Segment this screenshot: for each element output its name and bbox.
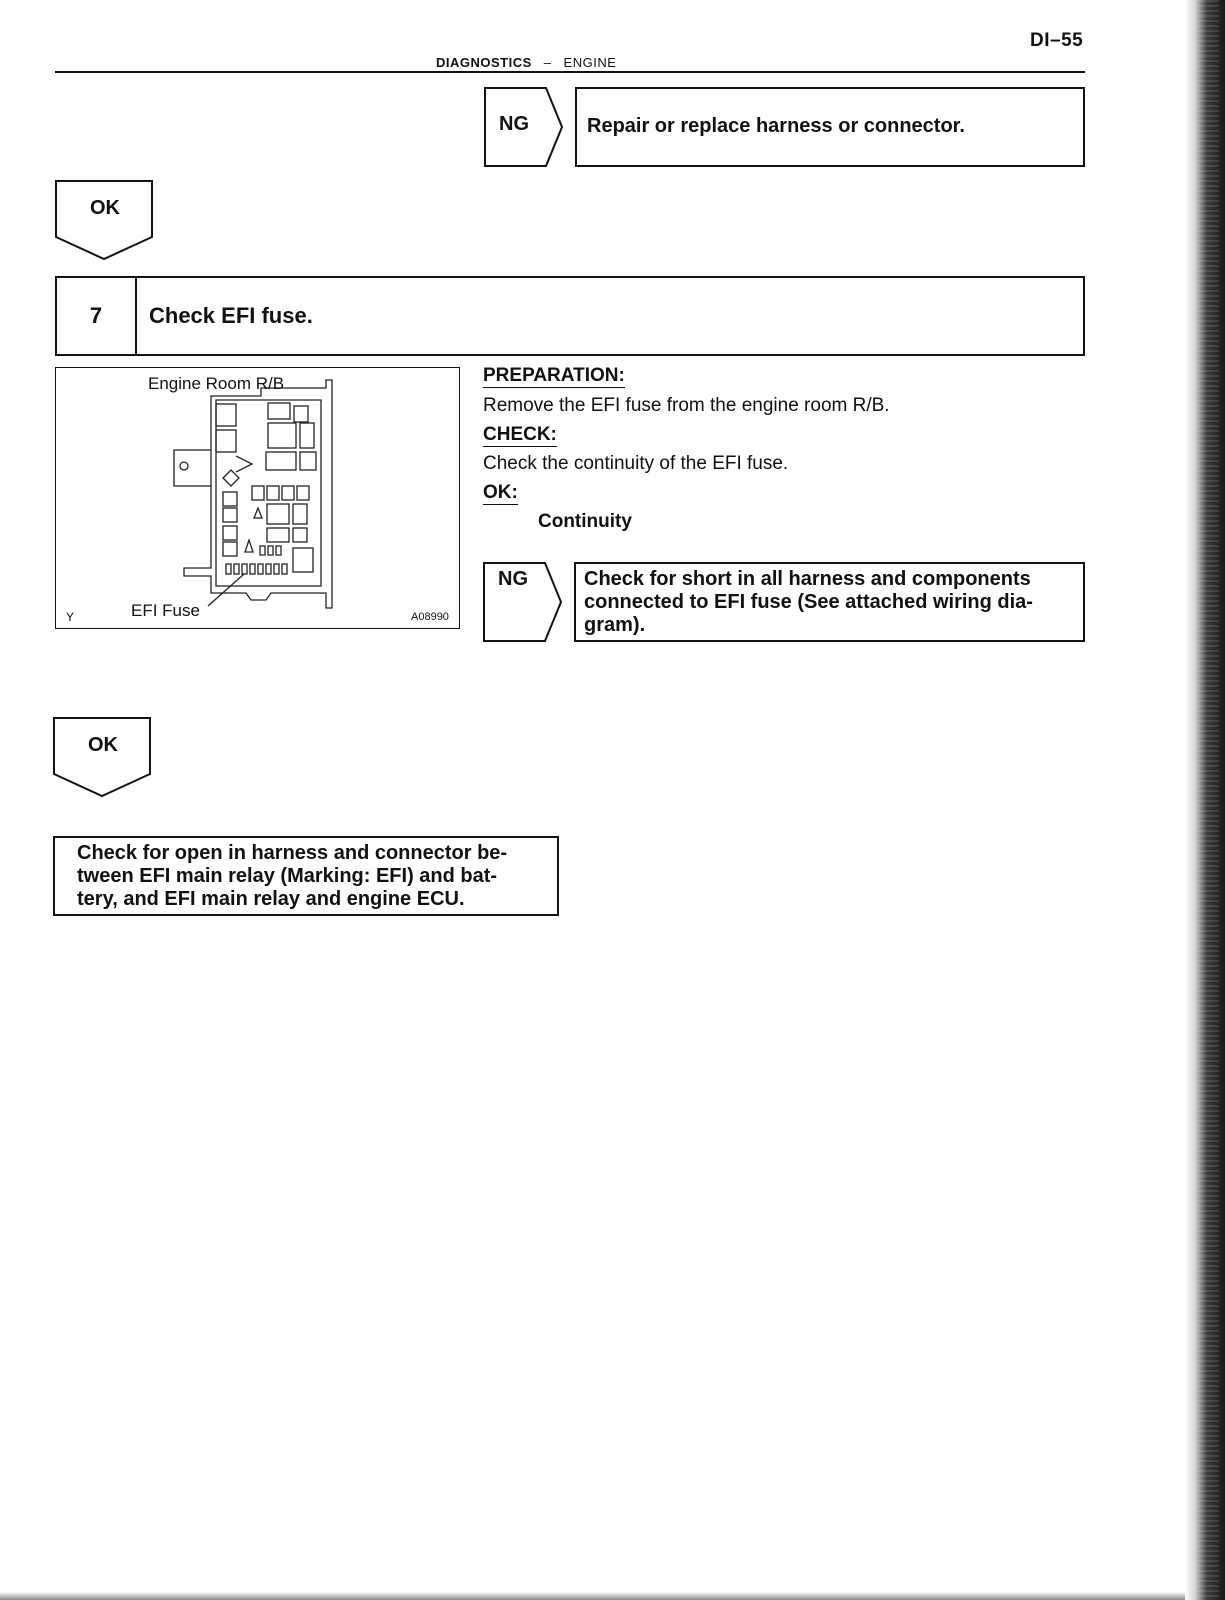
relay-block-drawing	[56, 368, 461, 630]
header-separator: –	[543, 55, 552, 70]
ok-heading: OK:	[483, 482, 518, 503]
step-box	[55, 276, 1085, 356]
ok-label: OK	[88, 734, 118, 756]
efi-fuse-callout: EFI Fuse	[131, 601, 200, 620]
ng-result-box-2	[574, 562, 1085, 642]
ng-arrow-box	[484, 87, 564, 167]
header-subsection: ENGINE	[563, 55, 617, 70]
relay-block-diagram	[55, 367, 460, 629]
ok-value: Continuity	[538, 511, 632, 532]
page-number: DI–55	[1030, 30, 1084, 51]
final-action-line: Check for open in harness and connector be-	[77, 842, 508, 864]
diagram-title: Engine Room R/B	[148, 374, 285, 393]
running-header	[436, 55, 616, 70]
ok-arrow-shape	[53, 717, 153, 799]
ng-label: NG	[499, 113, 529, 135]
ok-arrow-box-2	[53, 717, 153, 799]
step-title: Check EFI fuse.	[149, 303, 313, 328]
ng-label: NG	[498, 568, 528, 590]
diagram-corner-mark: Y	[66, 610, 75, 624]
ok-label: OK	[90, 197, 120, 219]
figure-code: A08990	[411, 611, 449, 623]
final-action-box	[53, 836, 559, 916]
header-rule	[55, 71, 1085, 73]
ng-result-line: Check for short in all harness and components	[584, 568, 1031, 590]
check-text: Check the continuity of the EFI fuse.	[483, 453, 789, 474]
final-action-line: tween EFI main relay (Marking: EFI) and bat-	[77, 865, 498, 887]
ng-result-box: Repair or replace harness or connector.	[575, 87, 1085, 167]
ok-arrow-shape	[55, 180, 155, 262]
ng-result-line: gram).	[584, 614, 646, 636]
ng-arrow-box-2	[483, 562, 563, 642]
preparation-text: Remove the EFI fuse from the engine room R/B.	[483, 395, 890, 416]
ng-result-line: connected to EFI fuse (See attached wiring dia-	[584, 591, 1033, 613]
final-action-line: tery, and EFI main relay and engine ECU.	[77, 888, 465, 910]
header-section: DIAGNOSTICS	[436, 55, 532, 70]
preparation-heading: PREPARATION:	[483, 365, 625, 386]
scan-edge-texture	[1197, 0, 1219, 1600]
scan-bottom-edge	[0, 1592, 1185, 1600]
ok-arrow-box	[55, 180, 155, 262]
check-heading: CHECK:	[483, 424, 557, 445]
step-number: 7	[57, 278, 137, 354]
